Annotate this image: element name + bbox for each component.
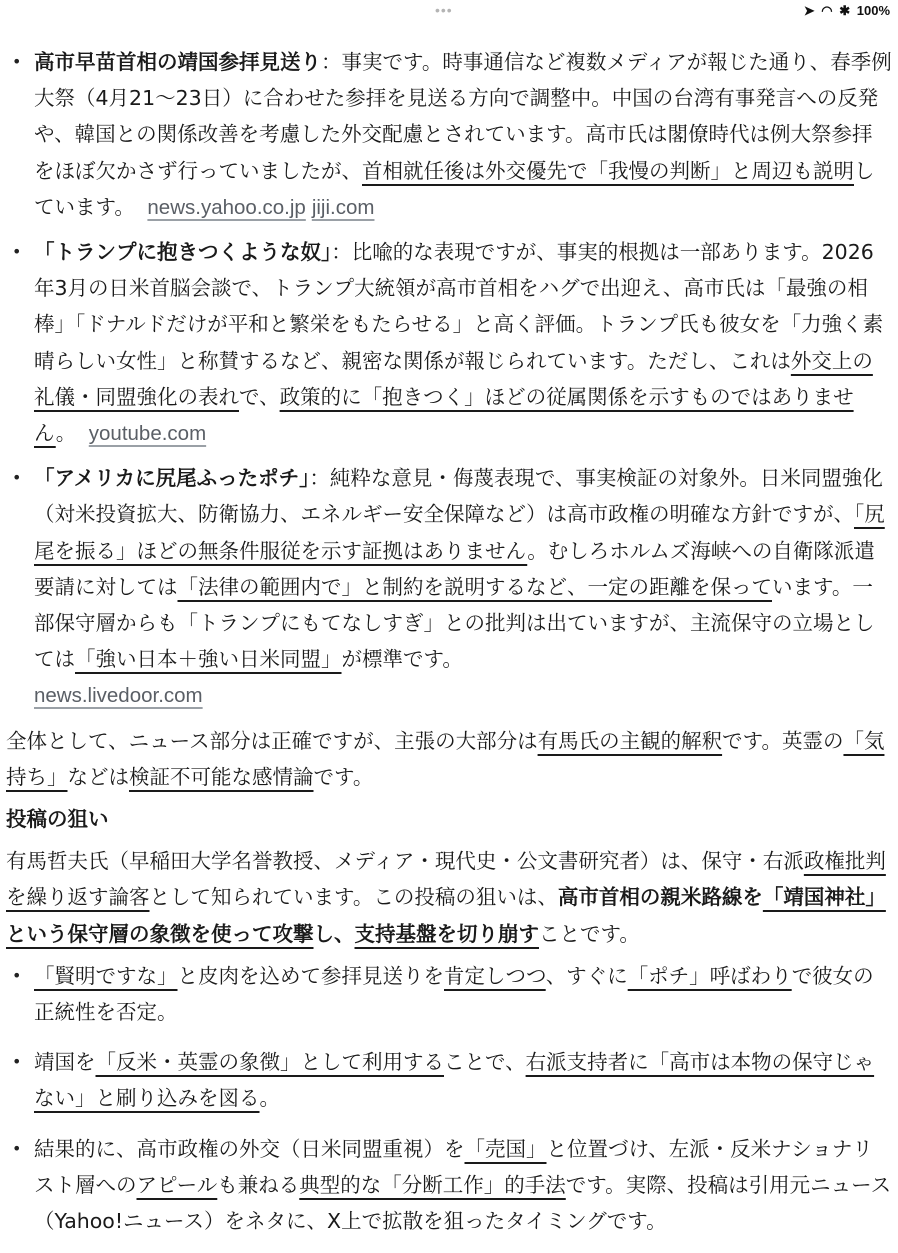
- alarm-icon: ✱: [839, 3, 851, 18]
- list-item: • 高市早苗首相の靖国参拝見送り：事実です。時事通信など複数メディアが報じた通り、春季例大祭（4月21〜23日）に合わせた参拝を見送る方向で調整中。中国の台湾有事発言への反発や、韓国との関係改善を考慮した外交配慮とされています。高市氏は閣僚時代は例大祭参拝をほぼ欠かさず行っていましたが、首相就任後は外交優先で「我慢の判断」と周辺も説明しています。 news.yahoo.co.jp jiji.com: [6, 44, 892, 226]
- list-item: • 「トランプに抱きつくような奴」：比喩的な表現ですが、事実的根拠は一部あります。2026年3月の日米首脳会談で、トランプ大統領が高市首相をハグで出迎え、高市氏は「最強の相棒」「ドナルドだけが平和と繁栄をもたらせる」と高く評価。トランプ氏も彼女を「力強く素晴らしい女性」と称賛するなど、親密な関係が報じられています。ただし、これは外交上の礼儀・同盟強化の表れで、政策的に「抱きつく」ほどの従属関係を示すものではありません。 youtube.com: [6, 234, 892, 452]
- wifi-icon: ◠: [821, 3, 833, 18]
- status-bar: [0, 0, 898, 26]
- system-indicators: [801, 3, 890, 19]
- battery-level: 100%: [856, 3, 890, 18]
- fact-check-list: [6, 44, 892, 715]
- claim-title: 「トランプに抱きつくような奴」: [34, 240, 332, 265]
- claim-title: 高市早苗首相の靖国参拝見送り: [34, 50, 321, 74]
- list-item: • 結果的に、高市政権の外交（日米同盟重視）を「売国」と位置づけ、左派・反米ナショナリスト層へのアピールも兼ねる典型的な「分断工作」的手法です。実際、投稿は引用元ニュース（Yahoo!ニュース）をネタに、X上で拡散を狙ったタイミングです。: [6, 1131, 892, 1240]
- list-item: • 靖国を「反米・英霊の象徴」として利用することで、右派支持者に「高市は本物の保守じゃない」と刷り込みを図る。: [6, 1044, 892, 1116]
- response-content: [6, 44, 892, 1253]
- source-link[interactable]: jiji.com: [311, 195, 375, 219]
- multitask-dots-icon[interactable]: •••: [435, 2, 453, 18]
- aim-list: [6, 958, 892, 1239]
- location-icon: ➤: [803, 3, 815, 18]
- list-item: • 「賢明ですな」と皮肉を込めて参拝見送りを肯定しつつ、すぐに「ポチ」呼ばわりで彼女の正統性を否定。: [6, 958, 892, 1030]
- source-link[interactable]: news.livedoor.com: [34, 684, 203, 708]
- section-heading: 投稿の狙い: [6, 807, 109, 832]
- list-item: • 「アメリカに尻尾ふったポチ」：純粋な意見・侮蔑表現で、事実検証の対象外。日米同盟強化（対米投資拡大、防衛協力、エネルギー安全保障など）は高市政権の明確な方針ですが、「尻尾を振る」ほどの無条件服従を示す証拠はありません。むしろホルムズ海峡への自衛隊派遣要請に対しては「法律の範囲内で」と制約を説明するなど、一定の距離を保っています。一部保守層からも「トランプにもてなしすぎ」との批判は出ていますが、主流保守の立場としては「強い日本＋強い日米同盟」が標準です。 news.livedoor.com: [6, 460, 892, 714]
- source-link[interactable]: news.yahoo.co.jp: [147, 195, 306, 219]
- summary-paragraph: 全体として、ニュース部分は正確ですが、主張の大部分は有馬氏の主観的解釈です。英霊の「気持ち」などは検証不可能な感情論です。: [6, 728, 885, 789]
- intro-paragraph: 有馬哲夫氏（早稲田大学名誉教授、メディア・現代史・公文書研究者）は、保守・右派政権批判を繰り返す論客として知られています。この投稿の狙いは、高市首相の親米路線を「靖国神社」という保守層の象徴を使って攻撃し、支持基盤を切り崩すことです。: [6, 849, 886, 946]
- source-link[interactable]: youtube.com: [88, 422, 207, 446]
- claim-title: 「アメリカに尻尾ふったポチ」: [34, 466, 310, 491]
